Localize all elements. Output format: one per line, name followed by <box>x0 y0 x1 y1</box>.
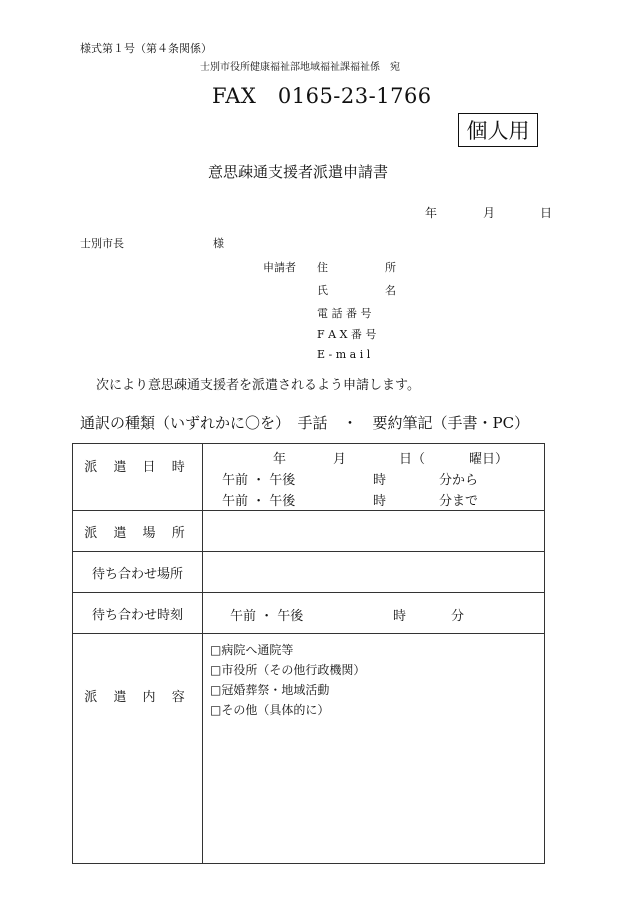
dt-min-to: 分まで <box>439 494 479 509</box>
name-label-1: 氏 <box>317 284 328 297</box>
personal-use-badge: 個人用 <box>458 113 538 147</box>
meeting-time-label: 待ち合わせ時刻 <box>91 607 183 623</box>
dt-ampm-from: 午前 ・ 午後 <box>222 473 296 488</box>
page-title: 意思疎通支援者派遣申請書 <box>208 163 389 181</box>
applicant-label: 申請者 <box>263 261 296 274</box>
dt-hour-from: 時 <box>373 473 387 488</box>
recipient-name: 士別市長 <box>80 237 124 250</box>
fax-number: FAX 0165-23-1766 <box>212 84 432 108</box>
email-field-label: E - m a i l <box>317 348 371 361</box>
address-label-2: 所 <box>385 261 396 274</box>
application-table <box>72 443 545 864</box>
address-label-1: 住 <box>317 261 328 274</box>
dispatch-datetime-label: 派 遣 日 時 <box>84 460 191 475</box>
date-day-label: 日 <box>540 206 553 220</box>
checkbox-city-office[interactable]: □市役所（その他行政機関） <box>210 663 366 677</box>
date-month-label: 月 <box>483 206 496 220</box>
interpretation-type: 通訳の種類（いずれかに〇を） 手話 ・ 要約筆記（手書・PC） <box>80 414 530 432</box>
dispatch-content-label: 派 遣 内 容 <box>84 690 191 705</box>
dt-year: 年 <box>273 452 287 467</box>
dt-month: 月 <box>333 452 347 467</box>
recipient-honorific: 様 <box>213 237 224 250</box>
dt-hour-to: 時 <box>373 494 387 509</box>
row-dispatch-datetime <box>73 444 545 511</box>
checkbox-ceremony[interactable]: □冠婚葬祭・地域活動 <box>210 683 330 697</box>
dt-weekday: 曜日） <box>469 452 509 467</box>
dispatch-place-field[interactable] <box>203 511 545 552</box>
addressee: 士別市役所健康福祉部地域福祉課福祉係 宛 <box>200 62 400 73</box>
date-year-label: 年 <box>425 206 438 220</box>
dt-ampm-to: 午前 ・ 午後 <box>222 494 296 509</box>
mt-hour: 時 <box>393 609 407 624</box>
row-dispatch-place <box>73 511 545 552</box>
request-statement: 次により意思疎通支援者を派遣されるよう申請します。 <box>96 378 420 393</box>
phone-field-label: 電 話 番 号 <box>317 307 372 320</box>
dt-day: 日（ <box>399 452 426 467</box>
row-dispatch-content <box>73 634 545 864</box>
meeting-place-label: 待ち合わせ場所 <box>91 566 183 582</box>
dispatch-content-field <box>203 634 545 864</box>
form-number: 様式第１号（第４条関係） <box>80 42 212 55</box>
checkbox-other[interactable]: □その他（具体的に） <box>210 703 330 717</box>
mt-minute: 分 <box>451 609 465 624</box>
dispatch-place-label: 派 遣 場 所 <box>84 525 191 541</box>
dt-min-from: 分から <box>439 473 479 488</box>
fax-field-label: F A X 番 号 <box>317 328 377 341</box>
row-meeting-time <box>73 593 545 634</box>
meeting-place-field[interactable] <box>203 552 545 593</box>
row-meeting-place <box>73 552 545 593</box>
checkbox-hospital[interactable]: □病院へ通院等 <box>210 643 294 657</box>
meeting-time-field[interactable] <box>203 593 545 634</box>
dispatch-datetime-field[interactable] <box>203 444 545 511</box>
mt-ampm: 午前 ・ 午後 <box>230 609 304 624</box>
name-label-2: 名 <box>385 284 396 297</box>
